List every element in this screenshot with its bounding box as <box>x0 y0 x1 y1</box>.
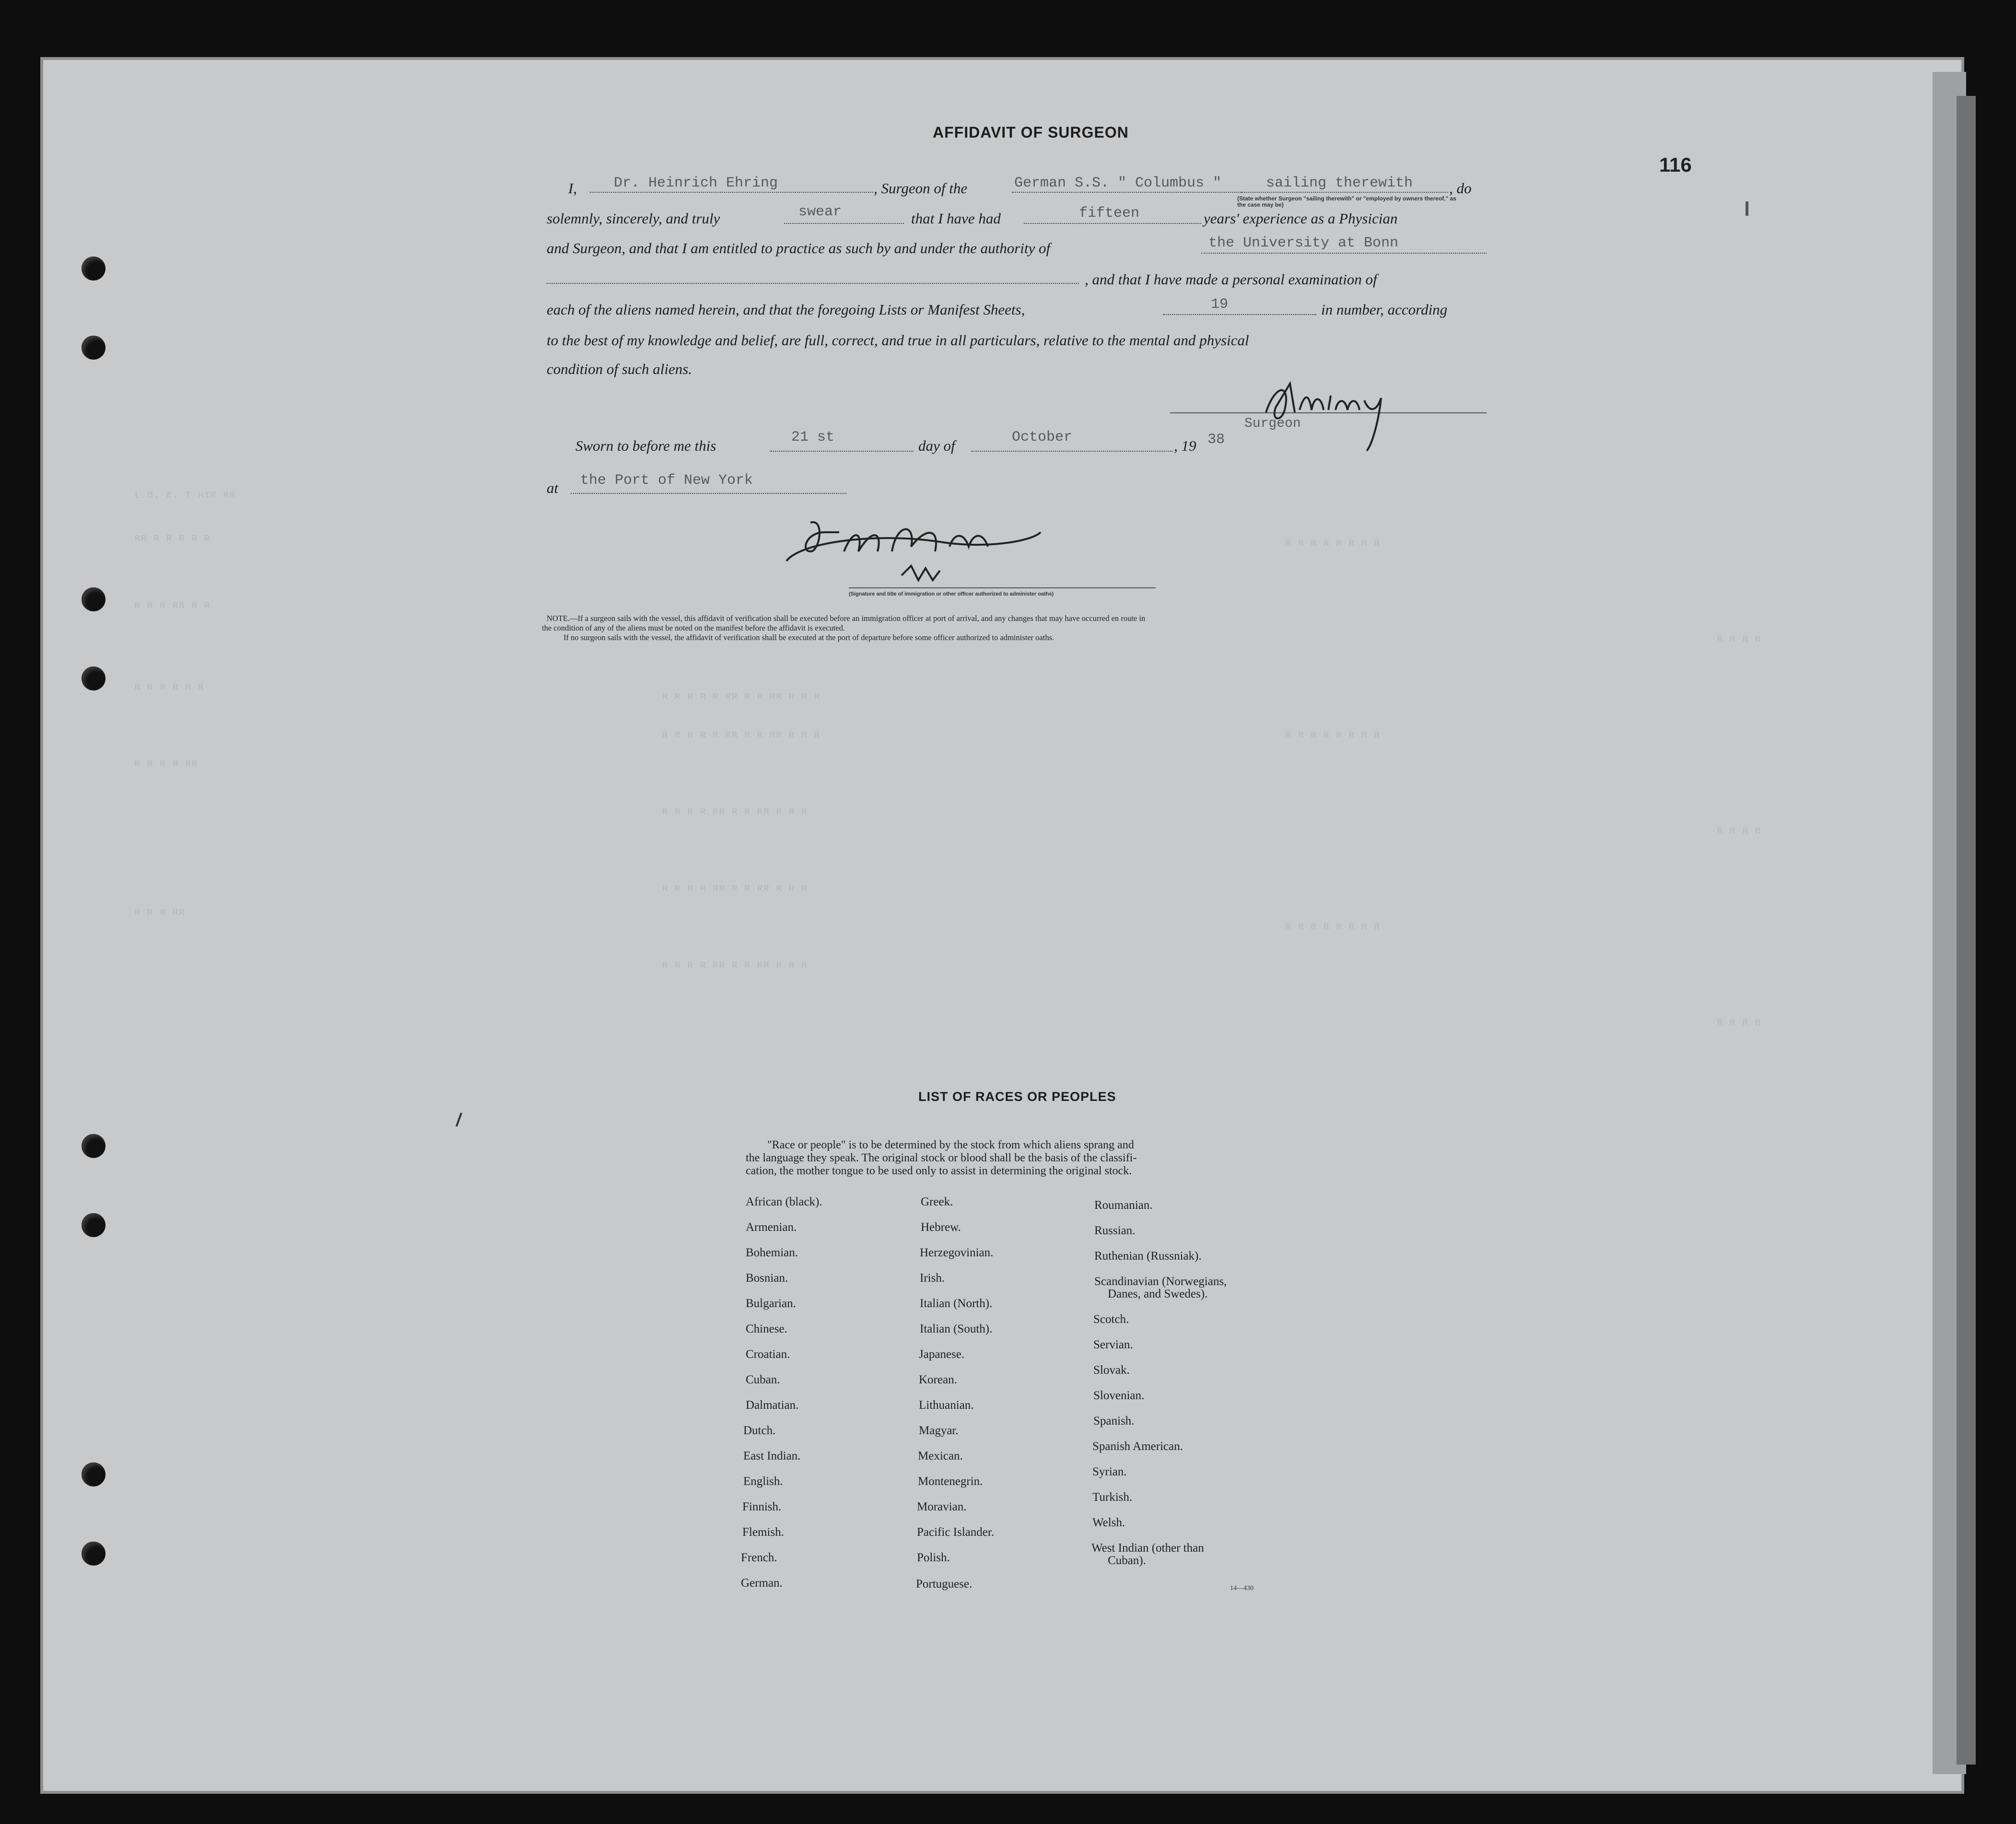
race-item: Turkish. <box>1092 1491 1133 1504</box>
sworn-day: 21 st <box>791 429 835 445</box>
race-item: Scotch. <box>1093 1313 1129 1326</box>
race-item: African (black). <box>746 1195 822 1208</box>
punch-hole <box>82 1213 105 1237</box>
race-item: Irish. <box>920 1272 945 1285</box>
officer-signature <box>782 513 1050 595</box>
surgeon-label: Surgeon <box>1244 416 1301 431</box>
years-line <box>1024 223 1201 224</box>
place-line <box>571 493 846 494</box>
authority-line <box>1201 253 1487 254</box>
at-prefix: at <box>547 479 559 496</box>
race-item: Japanese. <box>919 1348 965 1361</box>
sworn-month: October <box>1012 429 1073 445</box>
surgeon-of-label: , Surgeon of the <box>874 180 968 197</box>
race-item: Bohemian. <box>746 1246 798 1259</box>
affidavit-title: AFFIDAVIT OF SURGEON <box>933 124 1129 141</box>
races-intro-line: cation, the mother tongue to be used only to assist in determining the original stock. <box>746 1165 1132 1177</box>
years-experience: fifteen <box>1079 205 1140 222</box>
punch-hole <box>82 257 105 281</box>
race-item: English. <box>743 1475 783 1488</box>
punch-hole <box>82 1462 105 1486</box>
race-item: Slovenian. <box>1093 1389 1145 1402</box>
punch-hole <box>82 666 105 690</box>
sheets-line <box>1163 314 1316 315</box>
officer-caption: (Signature and title of immigration or other officer authorized to administer oaths) <box>849 591 1054 597</box>
authority-continuation-line <box>547 283 1079 284</box>
affidavit-line5-prefix: each of the aliens named herein, and that the foregoing Lists or Manifest Sheets, <box>547 301 1025 318</box>
affidavit-line2-middle: that I have had <box>911 210 1001 227</box>
races-intro-line: the language they speak. The original stock or blood shall be the basis of the classifi- <box>746 1152 1137 1164</box>
sworn-day-of: day of <box>918 437 955 454</box>
affidavit-line7: condition of such aliens. <box>547 361 692 377</box>
sailing-note: (State whether Surgeon "sailing therewith" or "employed by owners thereof," as the case may be) <box>1237 195 1456 208</box>
race-item: Italian (North). <box>920 1297 993 1310</box>
bleed-through-background: ʟ.ɑ. ɛ. ᴛ ʜɪʀ ʀʀ ʀʀ ʀ ʀ ʀ ʀ ʀ ʀ ʀ ʀ ʀʀ ʀ ʀ ʀ ʀ ʀ ʀ ʀ ʀ ʀ ʀ ʀ ʀ ʀʀ ʀ ʀ ʀ ʀʀ ʀ ʀ ʀ ʀ ʀ ʀʀ ʀ ʀ ʀʀ ʀ ʀ ʀ ʀ ʀ ʀ ʀ ʀ ʀʀ ʀ ʀ ʀʀ ʀ ʀ ʀ ʀ ʀ ʀ ʀ ʀʀ ʀ ʀ ʀʀ ʀ ʀ ʀ ʀ ʀ ʀ ʀ ʀʀ ʀ ʀ ʀʀ ʀ ʀ ʀ ʀ ʀ ʀ ʀ ʀʀ ʀ ʀ ʀʀ ʀ ʀ ʀ ʀ ʀ ʀ ʀ ʀ ʀ ʀ ʀ ʀ ʀ ʀ ʀ ʀ ʀ ʀ ʀ ʀ ʀ ʀ ʀ ʀ ʀ ʀ ʀ ʀ ʀ ʀ ʀ ʀ ʀ ʀ ʀ ʀ ʀ ʀ ʀ <box>134 489 1761 1029</box>
note-line3: If no surgeon sails with the vessel, the affidavit of verification shall be executed at the port of departure before some officer authorized to administer oaths. <box>563 633 1055 642</box>
sworn-year-prefix: , 19 <box>1174 437 1196 454</box>
race-item: Dalmatian. <box>746 1399 799 1412</box>
affidavit-line3-prefix: and Surgeon, and that I am entitled to practice as such by and under the authority of <box>547 240 1051 257</box>
authority-name: the University at Bonn <box>1208 235 1399 251</box>
affidavit-line1-suffix: , do <box>1449 180 1472 197</box>
punch-hole <box>82 1542 105 1566</box>
race-item: Scandinavian (Norwegians, <box>1094 1275 1227 1288</box>
race-item: Cuban). <box>1108 1554 1146 1567</box>
race-item: Welsh. <box>1092 1516 1125 1529</box>
race-item: Spanish American. <box>1092 1440 1183 1453</box>
race-item: Cuban. <box>746 1373 780 1386</box>
sailing-line <box>1242 192 1448 193</box>
race-item: Ruthenian (Russniak). <box>1094 1250 1202 1263</box>
race-item: Italian (South). <box>920 1322 993 1335</box>
race-item: East Indian. <box>743 1450 801 1462</box>
race-item: Montenegrin. <box>918 1475 983 1488</box>
punch-hole <box>82 587 105 611</box>
race-item: Mexican. <box>918 1450 963 1462</box>
oath-word: swear <box>798 204 842 220</box>
race-item: Finnish. <box>742 1500 782 1513</box>
page-number: 116 <box>1659 153 1692 176</box>
race-item: Magyar. <box>919 1424 959 1437</box>
race-item: Hebrew. <box>921 1221 961 1234</box>
note-line1: NOTE.—If a surgeon sails with the vessel, this affidavit of verification shall be executed before an immigration officer at port of arrival, and any changes that may have occurred en route in <box>547 614 1146 623</box>
race-item: Polish. <box>917 1551 950 1564</box>
affidavit-line1-prefix: I, <box>568 180 577 197</box>
affidavit-line2-prefix: solemnly, sincerely, and truly <box>547 210 720 227</box>
race-item: Moravian. <box>917 1500 967 1513</box>
affidavit-line2-suffix: years' experience as a Physician <box>1204 210 1398 227</box>
place-name: the Port of New York <box>580 472 753 489</box>
race-item: Pacific Islander. <box>917 1526 995 1539</box>
race-item: Lithuanian. <box>919 1399 974 1412</box>
note-line2: the condition of any of the aliens must be noted on the manifest before the affidavit is executed. <box>542 623 845 632</box>
sworn-day-line <box>770 451 914 452</box>
races-title: LIST OF RACES OR PEOPLES <box>918 1089 1116 1104</box>
punch-hole <box>82 1134 105 1158</box>
race-item: Bosnian. <box>746 1272 788 1285</box>
sheets-count: 19 <box>1211 296 1229 313</box>
form-number: 14—430 <box>1230 1585 1254 1592</box>
surgeon-name: Dr. Heinrich Ehring <box>614 175 778 191</box>
page-edge-shadow-dark <box>1957 96 1976 1765</box>
race-item: Roumanian. <box>1094 1199 1153 1212</box>
surgeon-name-line <box>590 192 873 193</box>
oath-line <box>784 223 904 224</box>
race-item: Spanish. <box>1093 1415 1135 1427</box>
race-item: Russian. <box>1094 1224 1136 1237</box>
punch-hole <box>82 336 105 360</box>
race-item: Danes, and Swedes). <box>1108 1287 1208 1300</box>
race-item: German. <box>741 1577 783 1590</box>
stray-mark <box>1746 201 1748 216</box>
race-item: Croatian. <box>746 1348 790 1361</box>
affidavit-line5-suffix: in number, according <box>1321 301 1448 318</box>
race-item: Herzegovinian. <box>920 1246 994 1259</box>
race-item: Syrian. <box>1092 1465 1127 1478</box>
ship-line <box>1012 192 1242 193</box>
surgeon-signature <box>1256 374 1395 456</box>
race-item: Servian. <box>1093 1338 1133 1351</box>
sworn-month-line <box>971 451 1172 452</box>
affidavit-line4-suffix: , and that I have made a personal examination of <box>1085 271 1377 288</box>
race-item: West Indian (other than <box>1091 1542 1204 1555</box>
sworn-year: 38 <box>1207 432 1225 448</box>
officer-signature-line <box>849 587 1156 588</box>
race-item: Portuguese. <box>916 1578 973 1590</box>
race-item: Greek. <box>921 1195 953 1208</box>
race-item: Korean. <box>919 1373 957 1386</box>
affidavit-line6: to the best of my knowledge and belief, are full, correct, and true in all particulars, relative to the mental and physical <box>547 332 1249 349</box>
races-intro <box>746 1139 1273 1178</box>
races-intro-line: "Race or people" is to be determined by the stock from which aliens sprang and <box>767 1139 1134 1151</box>
race-item: Dutch. <box>743 1424 776 1437</box>
sworn-prefix: Sworn to before me this <box>575 437 716 454</box>
race-item: Slovak. <box>1093 1364 1130 1377</box>
race-item: Flemish. <box>742 1526 784 1539</box>
ship-name: German S.S. " Columbus " <box>1014 175 1222 191</box>
race-item: Armenian. <box>746 1221 797 1234</box>
race-item: Bulgarian. <box>746 1297 796 1310</box>
race-item: Chinese. <box>746 1322 787 1335</box>
race-item: French. <box>741 1551 777 1564</box>
sailing-status: sailing therewith <box>1266 175 1413 191</box>
